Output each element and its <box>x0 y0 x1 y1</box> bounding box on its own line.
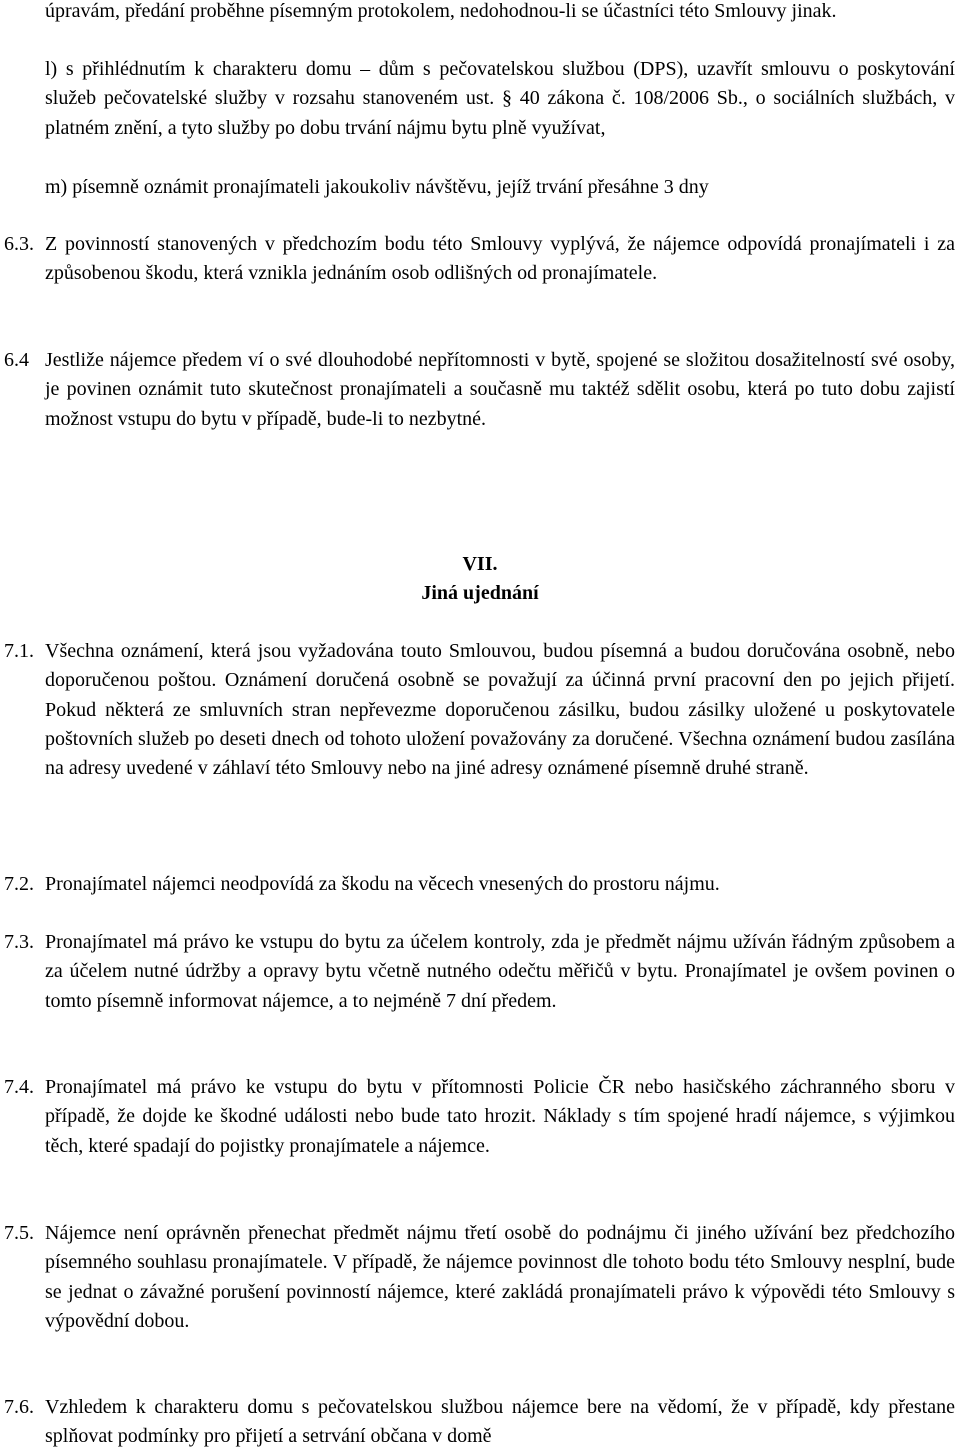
paragraph-number: 7.1. <box>4 640 34 662</box>
paragraph-7-6 <box>4 1393 955 1452</box>
paragraph-text: Pronajímatel má právo ke vstupu do bytu za účelem kontroly, zda je předmět nájmu užíván řádným způsobem a za účelem nutné údržby a opravy bytu včetně nutného odečtu měřičů v bytu. Pronajímatel je ovšem povinen o tomto písemně informovat nájemce, a to nejméně 7 dní předem. <box>45 931 955 1012</box>
paragraph-text: Všechna oznámení, která jsou vyžadována touto Smlouvou, budou písemná a budou doručována osobně, nebo doporučenou poštou. Oznámení doručená osobně se považují za účinná první pracovní den po jejich přijetí. Pokud některá ze smluvních stran nepřevezme doporučenou zásilku, budou zásilky uložené u poskytovatele poštovních služeb po deseti dnech od tohoto uložení považovány za doručené. Všechna oznámení budou zasílána na adresy uvedené v záhlaví této Smlouvy nebo na jiné adresy oznámené písemně druhé straně. <box>45 640 955 780</box>
paragraph-number: 7.2. <box>4 873 34 895</box>
paragraph-number: 7.4. <box>4 1076 34 1098</box>
paragraph-continuation: úpravám, předání proběhne písemným protokolem, nedohodnou-li se účastníci této Smlouvy jinak. <box>45 0 837 22</box>
list-item-l: l) s přihlédnutím k charakteru domu – dům s pečovatelskou službou (DPS), uzavřít smlouvu o poskytování služeb pečovatelské služby v rozsahu stanoveném ust. § 40 zákona č. 108/2006 Sb., o sociálních službách, v platném znění, a tyto služby po dobu trvání nájmu bytu plně využívat, <box>45 58 955 139</box>
paragraph-7-4 <box>4 1073 955 1161</box>
section-title: Jiná ujednání <box>421 582 539 604</box>
paragraph-7-5 <box>4 1219 955 1336</box>
paragraph-6-3 <box>4 230 955 289</box>
paragraph-number: 7.6. <box>4 1396 34 1418</box>
paragraph-7-2 <box>4 870 955 899</box>
paragraph-text: Nájemce není oprávněn přenechat předmět nájmu třetí osobě do podnájmu či jiného užívání bez předchozího písemného souhlasu pronajímatele. V případě, že nájemce povinnost dle tohoto bodu této Smlouvy nesplní, bude se jednat o závažné porušení povinností nájemce, které zakládá pronajímateli právo k výpovědi této Smlouvy s výpovědní dobou. <box>45 1222 955 1332</box>
paragraph-text: Pronajímatel nájemci neodpovídá za škodu na věcech vnesených do prostoru nájmu. <box>45 873 720 895</box>
paragraph-text: Jestliže nájemce předem ví o své dlouhodobé nepřítomnosti v bytě, spojené se složitou dosažitelností své osoby, je povinen oznámit tuto skutečnost pronajímateli a současně mu taktéž sdělit osobu, která po tuto dobu zajistí možnost vstupu do bytu v případě, bude-li to nezbytné. <box>45 349 955 430</box>
paragraph-6-4 <box>4 346 955 434</box>
paragraph-text: Vzhledem k charakteru domu s pečovatelskou službou nájemce bere na vědomí, že v případě, kdy přestane splňovat podmínky pro přijetí a setrvání občana v domě <box>45 1396 955 1448</box>
paragraph-7-1 <box>4 637 955 783</box>
paragraph-text: Pronajímatel má právo ke vstupu do bytu v přítomnosti Policie ČR nebo hasičského záchranného sboru v případě, že dojde ke škodné události nebo bude tato hrozit. Náklady s tím spojené hradí nájemce, s výjimkou těch, které spadají do pojistky pronajímatele a nájemce. <box>45 1076 955 1157</box>
paragraph-7-3 <box>4 928 955 1016</box>
paragraph-number: 7.5. <box>4 1222 34 1244</box>
paragraph-number: 6.3. <box>4 233 34 255</box>
paragraph-text: Z povinností stanovených v předchozím bodu této Smlouvy vyplývá, že nájemce odpovídá pronajímateli i za způsobenou škodu, která vznikla jednáním osob odlišných od pronajímatele. <box>45 233 955 285</box>
section-number: VII. <box>462 553 498 575</box>
paragraph-number: 7.3. <box>4 931 34 953</box>
paragraph-number: 6.4 <box>4 349 29 371</box>
list-item-m: m) písemně oznámit pronajímateli jakoukoliv návštěvu, jejíž trvání přesáhne 3 dny <box>45 176 709 198</box>
